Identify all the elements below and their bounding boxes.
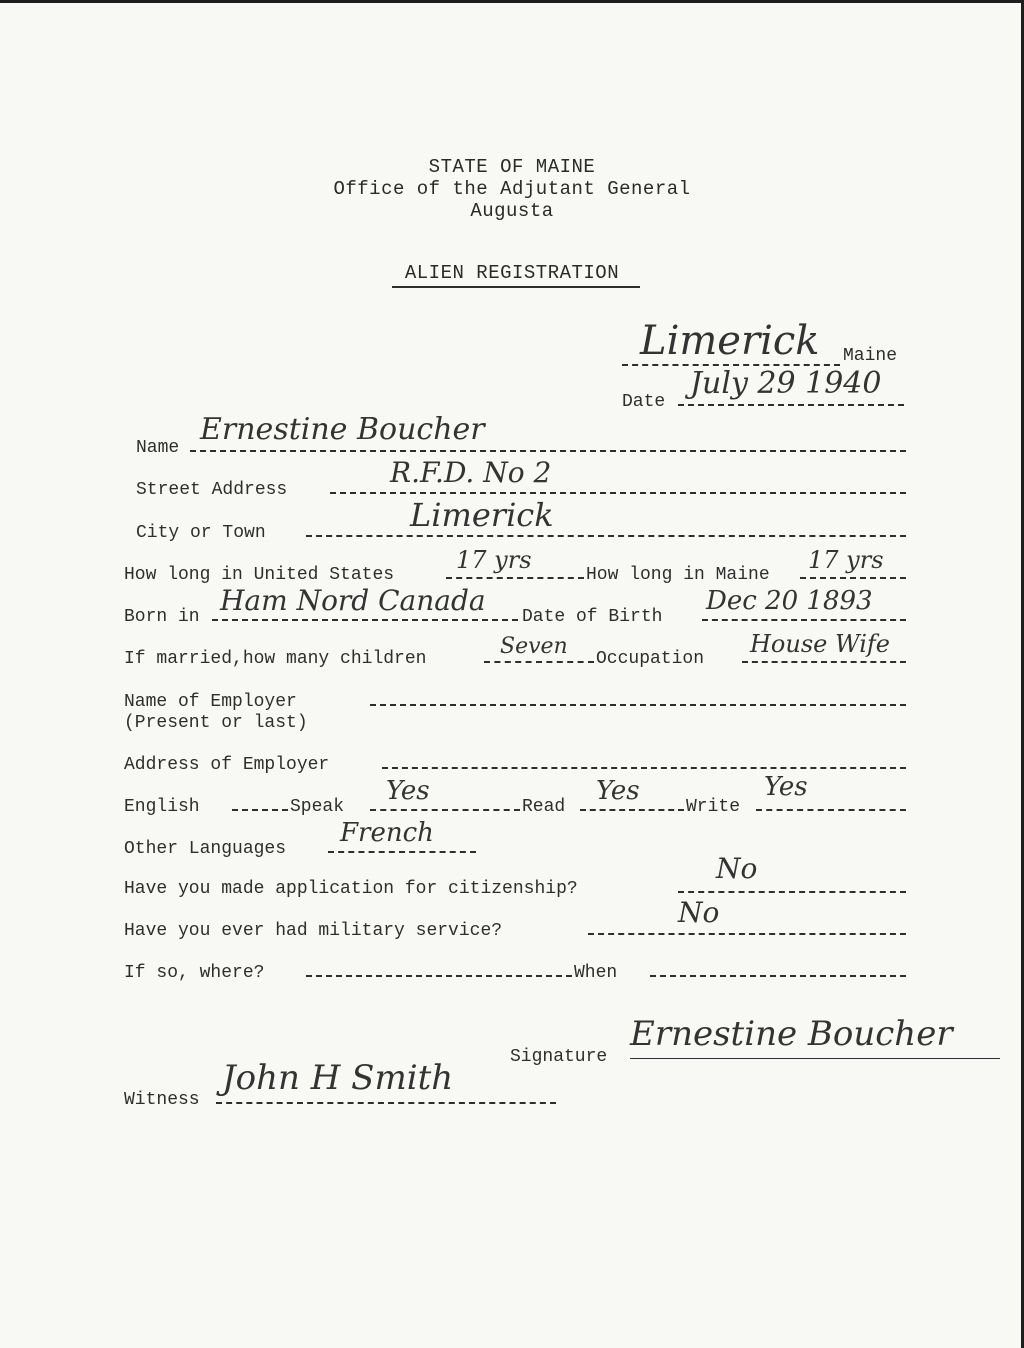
- header-state: STATE OF MAINE: [428, 156, 596, 178]
- city-label: City or Town: [136, 523, 266, 543]
- english-line: [232, 809, 288, 811]
- date-label: Date: [622, 392, 666, 412]
- children-entry: Seven: [500, 634, 568, 659]
- military-line: [588, 933, 906, 935]
- employer-name-line: [370, 704, 906, 706]
- signature-entry: Ernestine Boucher: [630, 1014, 953, 1054]
- write-entry: Yes: [764, 772, 808, 802]
- occupation-label: Occupation: [596, 649, 705, 669]
- header-office: Office of the Adjutant General: [333, 178, 691, 200]
- speak-line: [370, 809, 520, 811]
- other-languages-entry: French: [340, 818, 434, 848]
- form-title: ALIEN REGISTRATION: [404, 262, 620, 284]
- how-long-us-line: [446, 577, 584, 579]
- date-entry: July 29 1940: [690, 366, 882, 401]
- town-entry: Limerick: [640, 318, 820, 364]
- city-entry: Limerick: [410, 496, 554, 534]
- citizenship-entry: No: [716, 852, 758, 885]
- if-so-where-line: [306, 975, 572, 977]
- date-line: [678, 404, 904, 406]
- name-line: [190, 450, 906, 452]
- when-label: When: [574, 963, 618, 983]
- if-so-where-label: If so, where?: [124, 963, 265, 983]
- witness-label: Witness: [124, 1090, 200, 1110]
- military-label: Have you ever had military service?: [124, 921, 503, 941]
- children-line: [484, 661, 594, 663]
- street-address-entry: R.F.D. No 2: [390, 456, 552, 489]
- how-long-maine-line: [800, 577, 906, 579]
- dob-label: Date of Birth: [522, 607, 663, 627]
- other-languages-line: [328, 851, 476, 853]
- scan-edge-top: [0, 0, 1024, 3]
- maine-label: Maine: [843, 346, 898, 366]
- employer-address-line: [382, 767, 906, 769]
- when-line: [650, 975, 906, 977]
- citizenship-label: Have you made application for citizenship?: [124, 879, 578, 899]
- read-line: [580, 809, 684, 811]
- born-in-entry: Ham Nord Canada: [220, 584, 486, 617]
- employer-note: (Present or last): [124, 713, 308, 733]
- street-address-label: Street Address: [136, 480, 288, 500]
- employer-address-label: Address of Employer: [124, 755, 330, 775]
- how-long-us-label: How long in United States: [124, 565, 395, 585]
- read-label: Read: [522, 797, 566, 817]
- write-line: [756, 809, 906, 811]
- dob-entry: Dec 20 1893: [706, 586, 873, 616]
- children-label: If married,how many children: [124, 649, 427, 669]
- street-address-line: [330, 492, 906, 494]
- how-long-maine-label: How long in Maine: [586, 565, 770, 585]
- signature-line: [630, 1058, 1000, 1059]
- occupation-entry: House Wife: [750, 630, 890, 658]
- name-label: Name: [136, 438, 180, 458]
- born-in-label: Born in: [124, 607, 200, 627]
- how-long-maine-entry: 17 yrs: [808, 546, 884, 574]
- witness-entry: John H Smith: [222, 1058, 454, 1098]
- signature-label: Signature: [510, 1047, 608, 1067]
- citizenship-line: [678, 891, 906, 893]
- read-entry: Yes: [596, 776, 640, 806]
- dob-line: [702, 619, 906, 621]
- speak-entry: Yes: [386, 776, 430, 806]
- write-label: Write: [686, 797, 741, 817]
- employer-name-label: Name of Employer: [124, 692, 297, 712]
- english-label: English: [124, 797, 200, 817]
- occupation-line: [742, 661, 906, 663]
- born-in-line: [212, 619, 518, 621]
- speak-label: Speak: [290, 797, 345, 817]
- form-title-underline: [392, 286, 640, 288]
- how-long-us-entry: 17 yrs: [456, 546, 532, 574]
- header-city: Augusta: [470, 200, 554, 222]
- witness-line: [216, 1102, 556, 1104]
- city-line: [306, 535, 906, 537]
- name-entry: Ernestine Boucher: [200, 412, 485, 447]
- military-entry: No: [678, 896, 720, 929]
- other-languages-label: Other Languages: [124, 839, 287, 859]
